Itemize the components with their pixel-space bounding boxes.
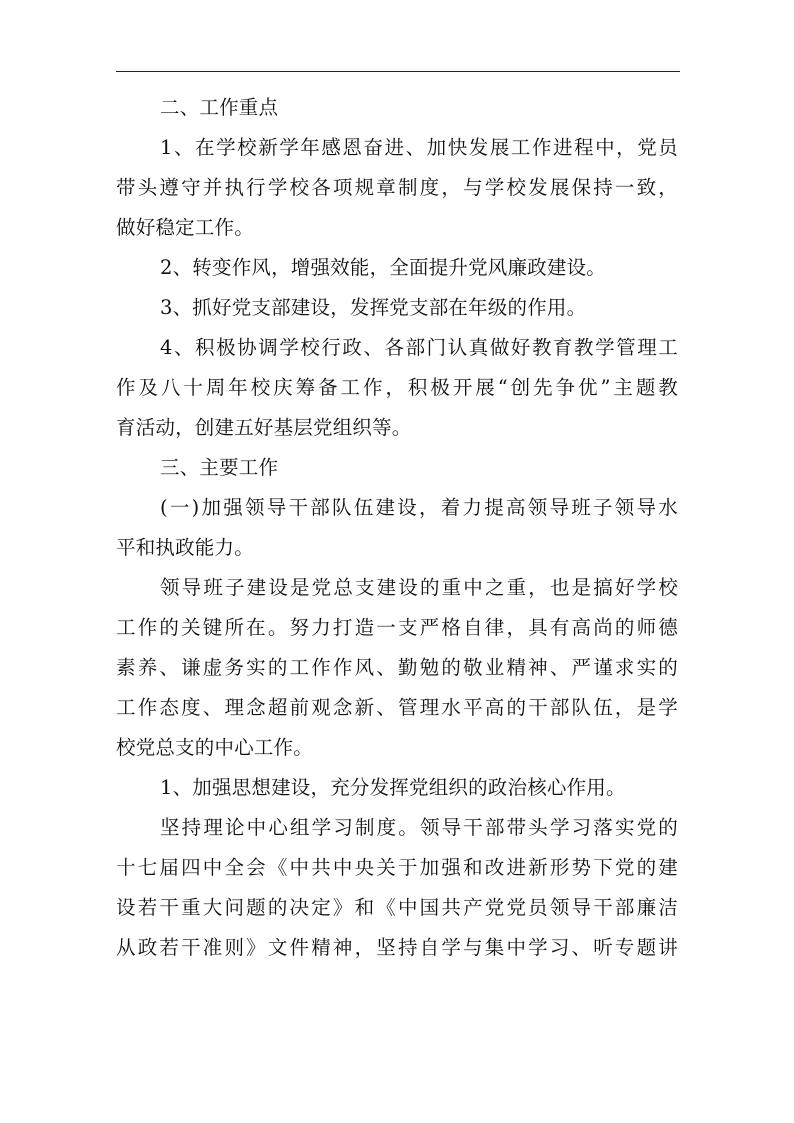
document-body	[116, 88, 678, 968]
text-line: 1、在学校新学年感恩奋进、加快发展工作进程中，党员	[160, 136, 678, 159]
text-line: 1、加强思想建设，充分发挥党组织的政治核心作用。	[160, 776, 626, 799]
text-line: 工作态度、理念超前观念新、管理水平高的干部队伍，是学	[116, 696, 678, 719]
text-line: 育活动，创建五好基层党组织等。	[116, 416, 412, 439]
text-line: 二、工作重点	[160, 96, 279, 119]
text-line: 平和执政能力。	[116, 536, 254, 559]
text-line: 素养、谦虚务实的工作作风、勤勉的敬业精神、严谨求实的	[116, 656, 678, 679]
text-line: 做好稳定工作。	[116, 216, 254, 239]
text-line: 设若干重大问题的决定》和《中国共产党党员领导干部廉洁	[116, 896, 678, 919]
text-line: 十七届四中全会《中共中央关于加强和改进新形势下党的建	[116, 856, 678, 879]
text-line: 领导班子建设是党总支建设的重中之重，也是搞好学校	[160, 576, 678, 599]
header-rule	[116, 71, 680, 72]
text-line: 3、抓好党支部建设，发挥党支部在年级的作用。	[160, 296, 587, 319]
text-line: 校党总支的中心工作。	[116, 736, 314, 759]
text-line: 带头遵守并执行学校各项规章制度，与学校发展保持一致，	[116, 176, 678, 199]
text-line: 2、转变作风，增强效能，全面提升党风廉政建设。	[160, 256, 607, 279]
text-line: 坚持理论中心组学习制度。领导干部带头学习落实党的	[160, 816, 678, 839]
text-line: (一)加强领导干部队伍建设，着力提高领导班子领导水	[160, 496, 678, 519]
text-line: 工作的关键所在。努力打造一支严格自律，具有高尚的师德	[116, 616, 678, 639]
text-line: 作及八十周年校庆筹备工作，积极开展“创先争优”主题教	[116, 376, 678, 399]
text-line: 三、主要工作	[160, 456, 279, 479]
text-line: 4、积极协调学校行政、各部门认真做好教育教学管理工	[160, 336, 678, 359]
text-line: 从政若干准则》文件精神，坚持自学与集中学习、听专题讲	[116, 936, 678, 959]
